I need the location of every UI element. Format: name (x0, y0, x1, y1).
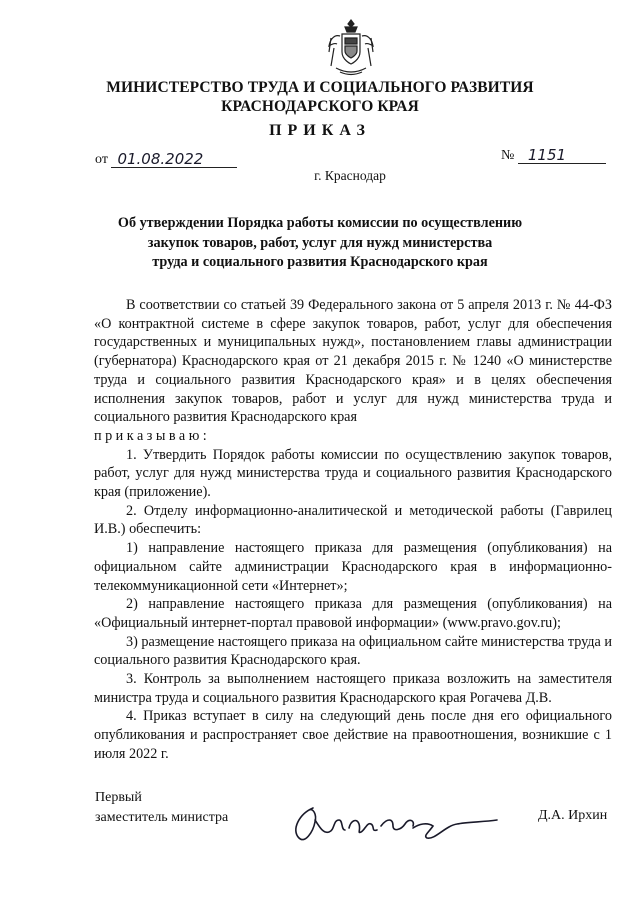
document-type: ПРИКАЗ (269, 122, 371, 139)
handwritten-number: 1151 (518, 147, 606, 164)
handwritten-signature (285, 800, 515, 850)
item-4: 4. Приказ вступает в силу на следующий день после дня его официального опубликования и распространяет свое действие на правоотношения, возникшие с 1 июля 2022 г. (94, 708, 612, 762)
signer-position (95, 788, 228, 828)
preamble: В соответствии со статьей 39 Федерального закона от 5 апреля 2013 г. № 44-ФЗ «О контрактной системе в сфере закупок товаров, работ, услуг для обеспечения государственных и муниципальных нужд», постановлением главы администрации (губернатора) Краснодарского края от 21 декабря 2015 г. № 1240 «О министерстве труда и социального развития Краснодарского края» и в целях обеспечения исполнения закупок товаров, работ и услуг для нужд министерства труда и социального развития Краснодарского края (94, 297, 612, 426)
item-2-3: 3) размещение настоящего приказа на официальном сайте министерства труда и социального развития Краснодарского края. (94, 633, 612, 669)
number-prefix: № (501, 148, 515, 163)
city: г. Краснодар (314, 168, 386, 183)
item-2-2: 2) направление настоящего приказа для размещения (опубликования) на «Официальный интернет-портал правовой информации» (www.pravo.gov.ru); (94, 596, 612, 631)
document-body (94, 296, 612, 764)
item-2: 2. Отделу информационно-аналитической и методической работы (Гаврилец И.В.) обеспечить: (94, 502, 612, 538)
item-1: 1. Утвердить Порядок работы комиссии по осуществлению закупок товаров, работ, услуг для нужд министерства труда и социального развития Краснодарского края (приложение). (94, 446, 612, 501)
date-prefix: от (95, 152, 108, 167)
ministry-name-line2: КРАСНОДАРСКОГО КРАЯ (221, 98, 419, 115)
signer-name: Д.А. Ирхин (538, 808, 608, 823)
item-2-1: 1) направление настоящего приказа для размещения (опубликования) на официальном сайте администрации Краснодарского края в информационно-телекоммуникационной сети «Интернет»; (94, 540, 612, 594)
item-3: 3. Контроль за выполнением настоящего приказа возложить на заместителя министра труда и социального развития Краснодарского края Рогачева Д.В. (94, 671, 612, 706)
signer-position-line2: заместитель министра (95, 810, 229, 825)
subject-line1: Об утверждении Порядка работы комиссии по осуществлению (117, 215, 523, 231)
date-line (95, 151, 237, 168)
subject-line2: закупок товаров, работ, услуг для нужд министерства (147, 234, 493, 251)
number-line (501, 147, 606, 164)
orders-word: приказываю: (94, 427, 211, 444)
document-subject (80, 214, 560, 273)
subject-line3: труда и социального развития Краснодарского края (152, 254, 488, 270)
signer-position-line1: Первый (95, 790, 142, 805)
ministry-name-line1: МИНИСТЕРСТВО ТРУДА И СОЦИАЛЬНОГО РАЗВИТИЯ (106, 79, 534, 96)
krasnodar-coat-of-arms-icon (326, 18, 376, 78)
handwritten-date: 01.08.2022 (111, 151, 237, 168)
ministry-name (0, 78, 640, 116)
